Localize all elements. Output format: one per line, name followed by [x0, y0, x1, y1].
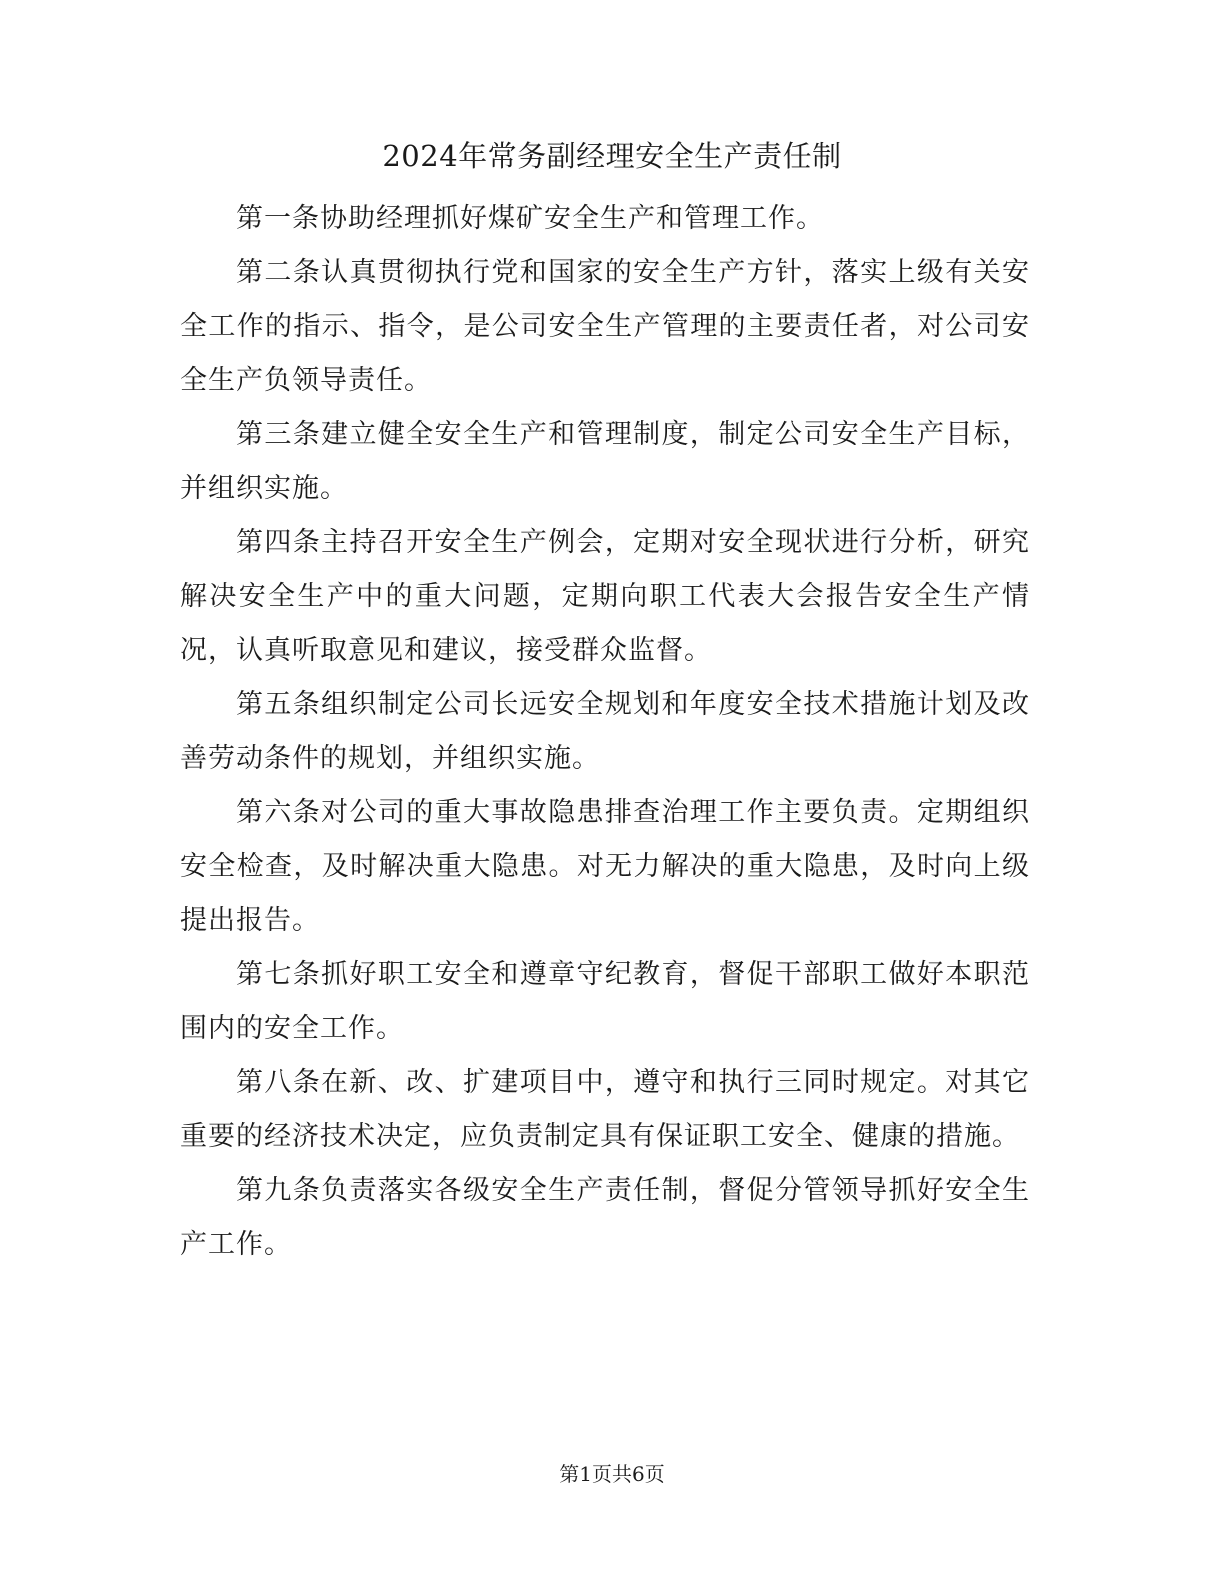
- article-2: 第二条认真贯彻执行党和国家的安全生产方针，落实上级有关安全工作的指示、指令，是公司安全生产管理的主要责任者，对公司安全生产负领导责任。: [180, 257, 1030, 396]
- document-body: [180, 192, 1030, 1272]
- article-9: 第九条负责落实各级安全生产责任制，督促分管领导抓好安全生产工作。: [180, 1175, 1030, 1260]
- document-title: 2024年常务副经理安全生产责任制: [382, 139, 842, 173]
- article-4: 第四条主持召开安全生产例会，定期对安全现状进行分析，研究解决安全生产中的重大问题，定期向职工代表大会报告安全生产情况，认真听取意见和建议，接受群众监督。: [180, 527, 1030, 666]
- article-3: 第三条建立健全安全生产和管理制度，制定公司安全生产目标，并组织实施。: [180, 419, 1030, 504]
- article-7: 第七条抓好职工安全和遵章守纪教育，督促干部职工做好本职范围内的安全工作。: [180, 959, 1030, 1044]
- article-8: 第八条在新、改、扩建项目中，遵守和执行三同时规定。对其它重要的经济技术决定，应负责制定具有保证职工安全、健康的措施。: [180, 1067, 1030, 1152]
- article-1: 第一条协助经理抓好煤矿安全生产和管理工作。: [236, 203, 824, 234]
- page-number: 第1页共6页: [559, 1462, 665, 1486]
- article-6: 第六条对公司的重大事故隐患排查治理工作主要负责。定期组织安全检查，及时解决重大隐患。对无力解决的重大隐患，及时向上级提出报告。: [180, 797, 1030, 936]
- article-5: 第五条组织制定公司长远安全规划和年度安全技术措施计划及改善劳动条件的规划，并组织实施。: [180, 689, 1030, 774]
